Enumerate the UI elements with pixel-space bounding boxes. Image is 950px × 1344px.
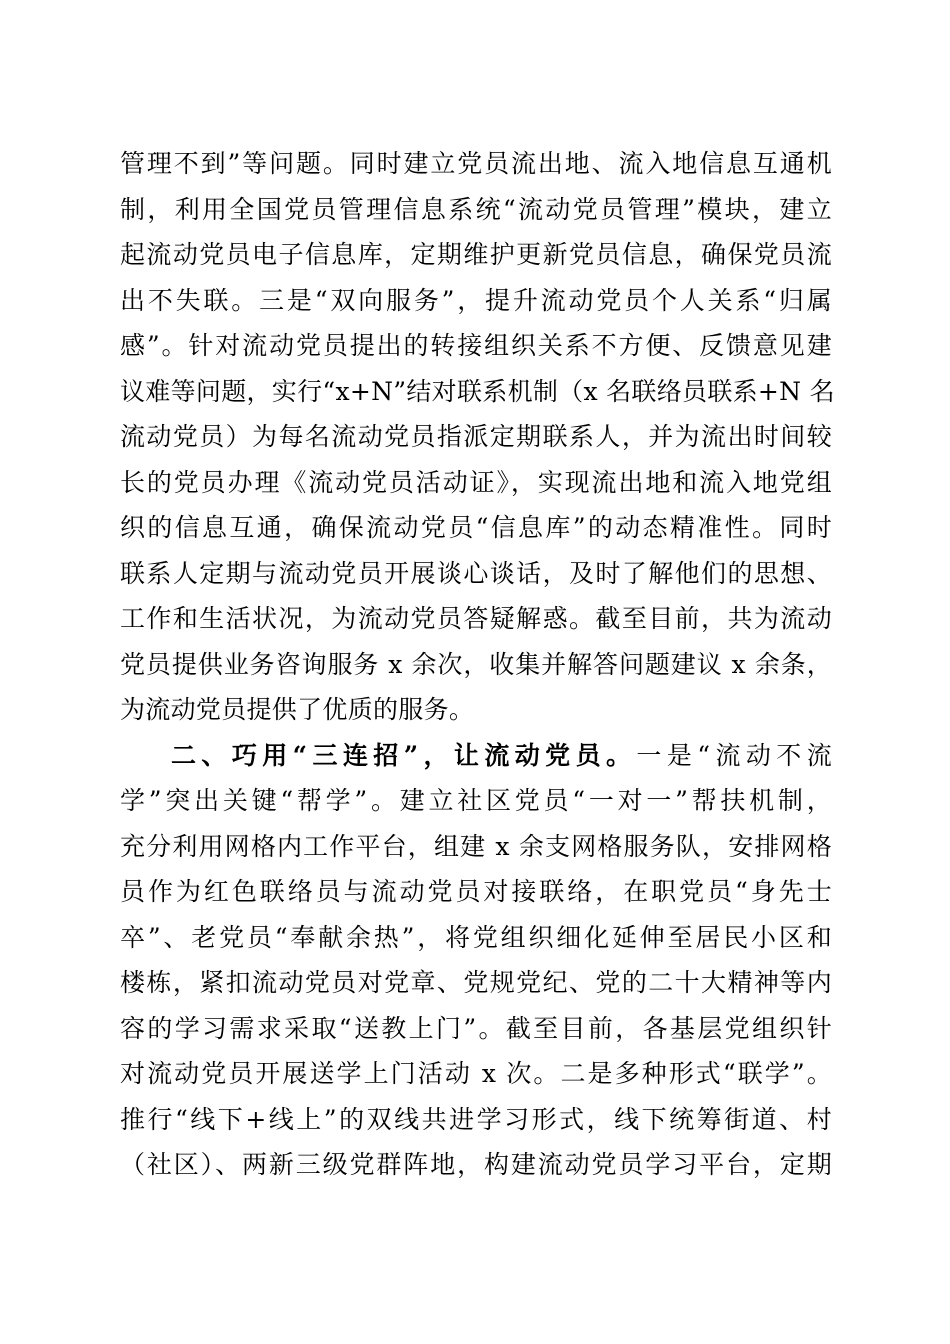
text-line: 流动党员）为每名流动党员指派定期联系人，并为流出时间较 [120, 422, 832, 451]
text-line: 织的信息互通，确保流动党员“信息库”的动态精准性。同时 [120, 513, 832, 542]
text-line: 卒”、老党员“奉献余热”，将党组织细化延伸至居民小区和 [120, 922, 832, 952]
body-text [120, 141, 835, 1188]
text-line: 起流动党员电子信息库，定期维护更新党员信息，确保党员流 [120, 240, 832, 269]
text-run: 一是“流动不流 [636, 740, 832, 770]
text-line: 长的党员办理《流动党员活动证》，实现流出地和流入地党组 [120, 467, 832, 497]
text-line: 楼栋，紧扣流动党员对党章、党规党纪、党的二十大精神等内 [120, 968, 832, 997]
text-line: 感”。针对流动党员提出的转接组织关系不方便、反馈意见建 [120, 331, 832, 360]
text-line: 容的学习需求采取“送教上门”。截至目前，各基层党组织针 [120, 1013, 832, 1043]
text-line [120, 733, 832, 779]
text-line: 党员提供业务咨询服务 x 余次，收集并解答问题建议 x 余条， [120, 649, 832, 679]
text-line: 出不失联。三是“双向服务”，提升流动党员个人关系“归属 [120, 285, 832, 315]
text-line: 学”突出关键“帮学”。建立社区党员“一对一”帮扶机制， [120, 786, 832, 815]
text-line: 工作和生活状况，为流动党员答疑解惑。截至目前，共为流动 [120, 604, 832, 633]
text-line: 充分利用网格内工作平台，组建 x 余支网格服务队，安排网格 [120, 831, 832, 861]
text-line: 管理不到”等问题。同时建立党员流出地、流入地信息互通机 [120, 149, 832, 178]
text-line: 为流动党员提供了优质的服务。 [120, 695, 475, 724]
section-heading: 二、巧用“三连招”，让流动党员。 [171, 740, 637, 770]
text-line: （社区）、两新三级党群阵地，构建流动党员学习平台，定期 [120, 1150, 832, 1179]
text-line: 制，利用全国党员管理信息系统“流动党员管理”模块，建立 [120, 194, 832, 224]
paragraph-study [120, 733, 832, 1188]
text-line: 议难等问题，实行“x+N”结对联系机制（x 名联络员联系+N 名 [120, 376, 835, 406]
text-line: 联系人定期与流动党员开展谈心谈话，及时了解他们的思想、 [120, 558, 832, 588]
text-line: 员作为红色联络员与流动党员对接联络，在职党员“身先士 [120, 877, 832, 906]
paragraph-service [120, 141, 835, 733]
text-line: 推行“线下+线上”的双线共进学习形式，线下统筹街道、村 [120, 1104, 832, 1134]
text-line: 对流动党员开展送学上门活动 x 次。二是多种形式“联学”。 [120, 1059, 832, 1088]
